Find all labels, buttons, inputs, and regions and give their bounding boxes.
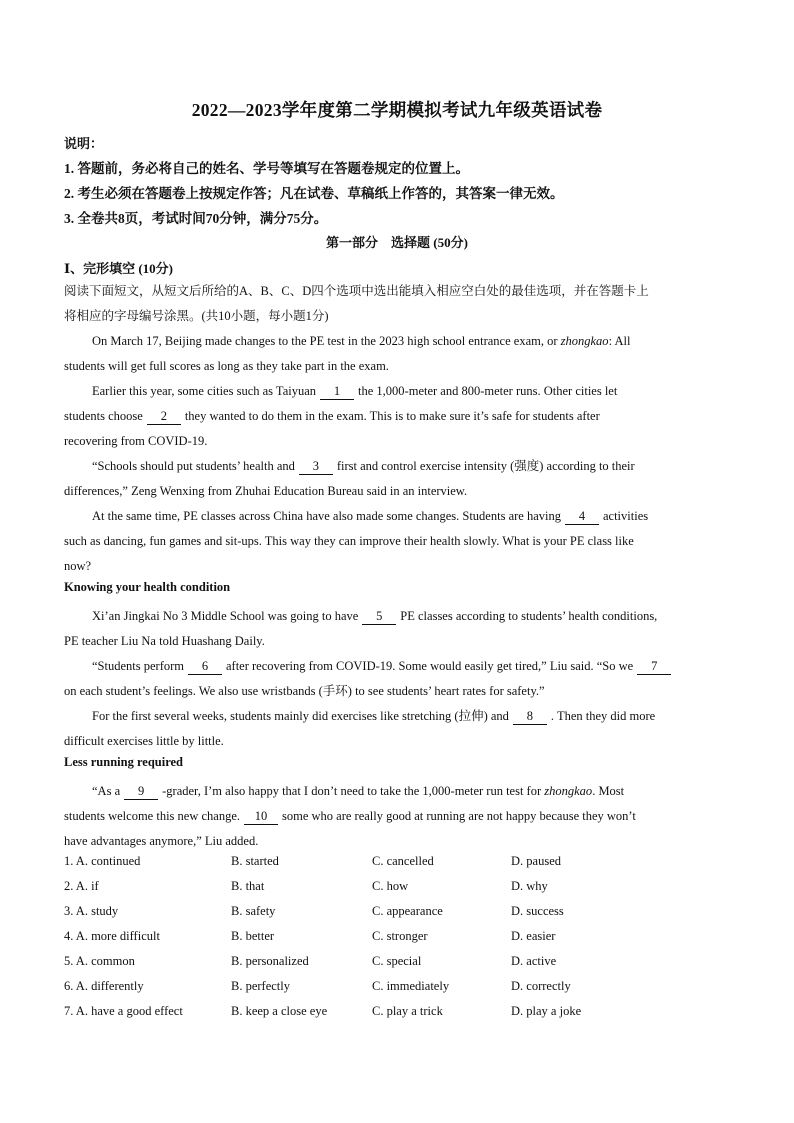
option-row [64, 879, 736, 904]
passage-line: difficult exercises little by little. [64, 734, 224, 748]
passage-text: “Schools should put students’ health and [92, 459, 295, 473]
option-b[interactable]: B. that [231, 879, 265, 893]
option-row [64, 1004, 736, 1029]
passage-line: such as dancing, fun games and sit-ups. This way they can improve their health slowly. What is your PE class like [64, 534, 634, 548]
option-a[interactable]: 3. A. study [64, 904, 119, 918]
passage-text: Earlier this year, some cities such as Taiyuan [92, 384, 317, 398]
passage-line [64, 804, 736, 829]
blank-10[interactable]: 10 [244, 809, 278, 825]
passage-line [92, 379, 736, 404]
passage-line [92, 604, 736, 629]
note-item: 3. 全卷共8页，考试时间70分钟，满分75分。 [64, 211, 328, 226]
blank-8[interactable]: 8 [513, 709, 547, 725]
passage-line [92, 704, 736, 729]
option-c[interactable]: C. how [372, 879, 409, 893]
option-c[interactable]: C. immediately [372, 979, 450, 993]
passage-line [64, 404, 736, 429]
passage-text: Xi’an Jingkai No 3 Middle School was going to have [92, 609, 359, 623]
passage-line [92, 504, 736, 529]
note-item: 1. 答题前，务必将自己的姓名、学号等填写在答题卷规定的位置上。 [64, 161, 469, 176]
blank-4[interactable]: 4 [565, 509, 599, 525]
passage-text: On March 17, Beijing made changes to the PE test in the 2023 high school entrance exam, or [92, 334, 561, 348]
instruction-line: 将相应的字母编号涂黑。(共10小题，每小题1分) [64, 309, 329, 323]
passage-text: . Most [592, 784, 625, 798]
option-c[interactable]: C. play a trick [372, 1004, 443, 1018]
passage-text: first and control exercise intensity (强度) according to their [336, 459, 635, 473]
blank-5[interactable]: 5 [362, 609, 396, 625]
passage-text: “As a [92, 784, 121, 798]
option-b[interactable]: B. keep a close eye [231, 1004, 328, 1018]
option-b[interactable]: B. perfectly [231, 979, 291, 993]
section-title: Ⅰ、完形填空 (10分) [64, 261, 173, 276]
option-row [64, 904, 736, 929]
option-row [64, 979, 736, 1004]
passage-line: differences,” Zeng Wenxing from Zhuhai Education Bureau said in an interview. [64, 484, 468, 498]
passage-line [92, 779, 736, 804]
passage-text: . Then they did more [550, 709, 656, 723]
option-a[interactable]: 1. A. continued [64, 854, 141, 868]
passage-line: PE teacher Liu Na told Huashang Daily. [64, 634, 265, 648]
blank-2[interactable]: 2 [147, 409, 181, 425]
option-a[interactable]: 2. A. if [64, 879, 99, 893]
option-d[interactable]: D. correctly [511, 979, 571, 993]
option-b[interactable]: B. started [231, 854, 279, 868]
exam-title: 2022—2023学年度第二学期模拟考试九年级英语试卷 [191, 100, 603, 120]
passage-text: For the first several weeks, students mainly did exercises like stretching (拉伸) and [92, 709, 509, 723]
option-c[interactable]: C. appearance [372, 904, 443, 918]
passage-text: after recovering from COVID-19. Some would easily get tired,” Liu said. “So we [226, 659, 634, 673]
notes-heading: 说明： [64, 136, 104, 151]
passage-text: “Students perform [92, 659, 184, 673]
passage-text: some who are really good at running are not happy because they won’t [282, 809, 636, 823]
option-c[interactable]: C. cancelled [372, 854, 434, 868]
option-c[interactable]: C. stronger [372, 929, 428, 943]
option-a[interactable]: 4. A. more difficult [64, 929, 160, 943]
passage-italic: zhongkao [544, 784, 593, 798]
option-a[interactable]: 5. A. common [64, 954, 135, 968]
option-row [64, 954, 736, 979]
passage-text: students welcome this new change. [64, 809, 240, 823]
passage-text: : All [608, 334, 631, 348]
passage-text: At the same time, PE classes across China have also made some changes. Students are having [92, 509, 561, 523]
instruction-line: 阅读下面短文，从短文后所给的A、B、C、D四个选项中选出能填入相应空白处的最佳选项，并在答题卡上 [64, 284, 649, 298]
subheading: Knowing your health condition [64, 580, 231, 594]
passage-line [92, 329, 736, 354]
option-c[interactable]: C. special [372, 954, 422, 968]
passage-text: activities [602, 509, 649, 523]
passage-text: the 1,000-meter and 800-meter runs. Other cities let [358, 384, 618, 398]
blank-1[interactable]: 1 [320, 384, 354, 400]
blank-9[interactable]: 9 [124, 784, 158, 800]
blank-7[interactable]: 7 [637, 659, 671, 675]
passage-line: on each student’s feelings. We also use wristbands (手环) to see students’ heart rates for safety.” [64, 684, 545, 698]
note-item: 2. 考生必须在答题卷上按规定作答；凡在试卷、草稿纸上作答的，其答案一律无效。 [64, 186, 564, 201]
option-d[interactable]: D. easier [511, 929, 556, 943]
passage-line: students will get full scores as long as they take part in the exam. [64, 359, 389, 373]
passage-line: now? [64, 559, 92, 573]
option-d[interactable]: D. success [511, 904, 564, 918]
option-a[interactable]: 6. A. differently [64, 979, 144, 993]
option-d[interactable]: D. paused [511, 854, 561, 868]
subheading: Less running required [64, 755, 184, 769]
option-row [64, 929, 736, 954]
passage-text: PE classes according to students’ health conditions, [400, 609, 658, 623]
option-b[interactable]: B. safety [231, 904, 276, 918]
part-title: 第一部分 选择题 (50分) [326, 235, 468, 250]
option-a[interactable]: 7. A. have a good effect [64, 1004, 183, 1018]
passage-line [92, 654, 736, 679]
passage-text: students choose [64, 409, 143, 423]
passage-text: they wanted to do them in the exam. This is to make sure it’s safe for students after [184, 409, 600, 423]
passage-line: recovering from COVID-19. [64, 434, 208, 448]
option-b[interactable]: B. personalized [231, 954, 309, 968]
passage-text: -grader, I’m also happy that I don’t need to take the 1,000-meter run test for [162, 784, 545, 798]
blank-6[interactable]: 6 [188, 659, 222, 675]
passage-line [92, 454, 736, 479]
option-row [64, 854, 736, 879]
option-b[interactable]: B. better [231, 929, 275, 943]
option-d[interactable]: D. active [511, 954, 557, 968]
option-d[interactable]: D. play a joke [511, 1004, 582, 1018]
passage-line: have advantages anymore,” Liu added. [64, 834, 259, 848]
passage-italic: zhongkao [560, 334, 609, 348]
option-d[interactable]: D. why [511, 879, 548, 893]
blank-3[interactable]: 3 [299, 459, 333, 475]
